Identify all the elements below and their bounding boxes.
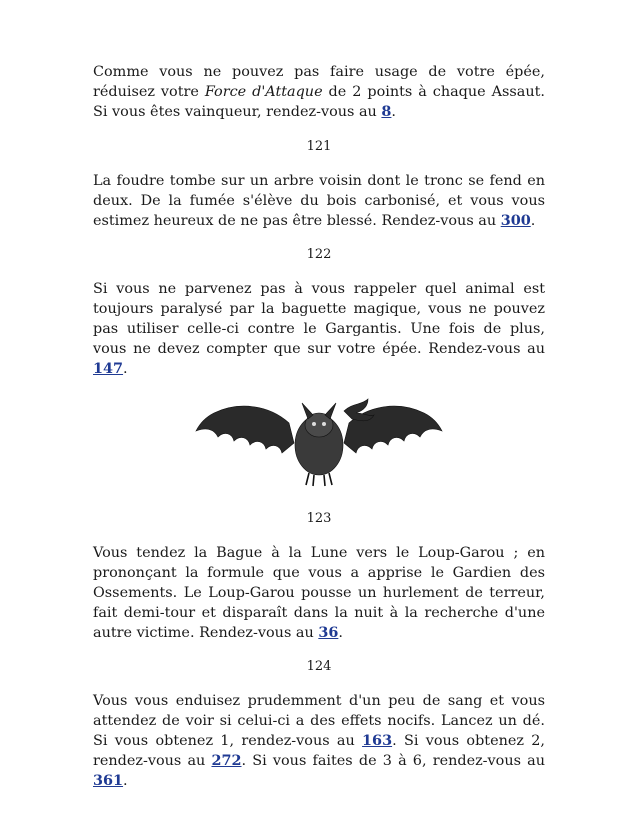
small-bat-shape xyxy=(344,399,374,421)
text-run: . xyxy=(391,104,396,120)
link-section-361[interactable]: 361 xyxy=(93,772,124,789)
text-run: . xyxy=(123,361,128,377)
text-run: Vous tendez la Bague à la Lune vers le Loup-Garou ; en prononçant la formule que vous a apprise le Gardien des Ossements. Le Loup-Garou pousse un hurlement de terreur, fait demi-tour et disparaît dans la nuit à la recherche d'une autre victime. Rendez-vous au xyxy=(93,545,545,641)
section-122-text xyxy=(93,279,545,379)
section-number-122: 122 xyxy=(306,247,332,262)
text-run: . xyxy=(530,213,536,229)
section-121-text xyxy=(93,171,545,231)
left-wing-shape xyxy=(196,406,294,453)
section-number-123: 123 xyxy=(306,511,332,526)
text-run: Vous vous enduisez prudemment d'un peu de sang et vous attendez de voir si celui-ci a des effets nocifs. Lancez un dé. Si vous obtenez 1, rendez-vous au xyxy=(93,693,545,749)
text-run: . xyxy=(123,773,128,789)
section-number-121: 121 xyxy=(306,139,332,154)
text-run: Si vous ne parvenez pas à vous rappeler quel animal est toujours paralysé par la baguette magique, vous ne pouvez pas utiliser celle-ci contre le Gargantis. Une fois de plus, vous ne devez compter que sur votre épée. Rendez-vous au xyxy=(93,281,545,357)
emphasis-text: Force d'Attaque xyxy=(204,84,323,100)
link-section-272[interactable]: 272 xyxy=(211,752,242,769)
link-section-8[interactable]: 8 xyxy=(381,103,392,120)
text-run: Comme vous ne pouvez pas faire usage de votre épée, réduisez votre xyxy=(93,64,545,100)
link-section-147[interactable]: 147 xyxy=(93,360,124,377)
bat-illustration xyxy=(194,393,444,488)
text-run: . xyxy=(338,625,343,641)
text-run: de 2 points à chaque Assaut. Si vous êtes vainqueur, rendez-vous au xyxy=(93,84,545,120)
link-section-300[interactable]: 300 xyxy=(500,212,531,229)
bat-eye-shape xyxy=(322,422,326,426)
text-run: . Si vous faites de 3 à 6, rendez-vous au xyxy=(241,753,546,769)
link-section-36[interactable]: 36 xyxy=(318,624,339,641)
text-run: La foudre tombe sur un arbre voisin dont le tronc se fend en deux. De la fumée s'élève du bois carbonisé, et vous vous estimez heureux de ne pas être blessé. Rendez-vous au xyxy=(93,173,545,229)
section-123-text xyxy=(93,543,545,643)
link-section-163[interactable]: 163 xyxy=(362,732,393,749)
section-number-124: 124 xyxy=(306,659,332,674)
text-run: . Si vous obtenez 2, rendez-vous au xyxy=(93,733,545,769)
bat-eye-shape xyxy=(312,422,316,426)
page xyxy=(93,62,545,791)
section-prev-text xyxy=(93,62,545,122)
section-124-text xyxy=(93,691,545,791)
